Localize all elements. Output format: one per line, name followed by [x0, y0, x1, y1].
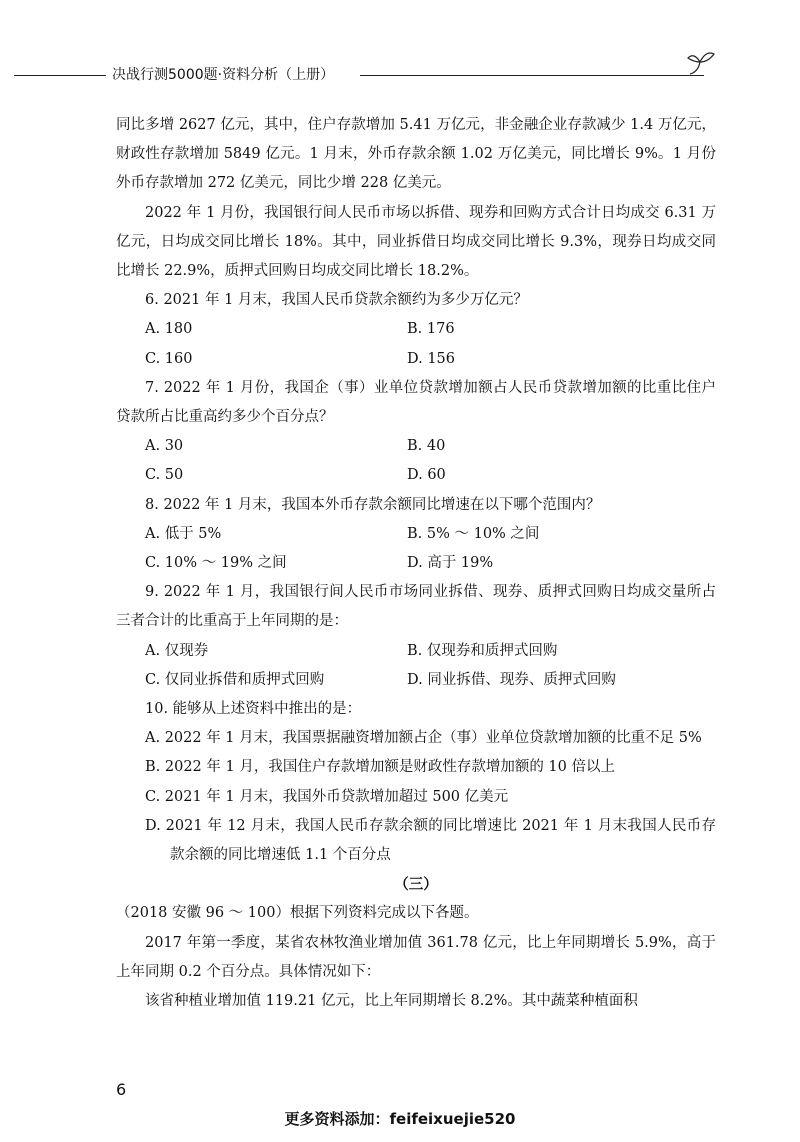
- option-a: A. 2022 年 1 月末，我国票据融资增加额占企（事）业单位贷款增加额的比重不足 5%: [145, 730, 702, 747]
- question-stem: 9. 2022 年 1 月，我国银行间人民币市场同业拆借、现券、质押式回购日均成交量所占三者合计的比重高于上年同期的是：: [116, 584, 716, 630]
- question-stem: 6. 2021 年 1 月末，我国人民币贷款余额约为多少万亿元？: [145, 292, 528, 309]
- question-stem: 10. 能够从上述资料中推出的是：: [145, 700, 362, 717]
- page-number: 6: [116, 1080, 127, 1099]
- option-b: B. 5% ～ 10% 之间: [407, 525, 540, 542]
- option-d: D. 高于 19%: [407, 554, 494, 571]
- option-c: C. 50: [145, 467, 184, 484]
- option-b: B. 176: [407, 321, 455, 338]
- option-row: [116, 637, 716, 666]
- option-b: B. 2022 年 1 月，我国住户存款增加额是财政性存款增加额的 10 倍以上: [145, 759, 615, 776]
- option-c: C. 2021 年 1 月末，我国外币贷款增加超过 500 亿美元: [145, 788, 509, 805]
- option-c: C. 160: [145, 350, 193, 367]
- body-paragraph: 该省种植业增加值 119.21 亿元，比上年同期增长 8.2%。其中蔬菜种植面积: [145, 992, 638, 1009]
- option-row: [116, 432, 716, 461]
- header-rule-right: [360, 75, 704, 76]
- section-source: （2018 安徽 96 ～ 100）根据下列资料完成以下各题。: [116, 905, 479, 922]
- header-rule-left: [14, 75, 106, 76]
- option-c: C. 10% ～ 19% 之间: [145, 554, 287, 571]
- option-a: A. 低于 5%: [145, 525, 222, 542]
- option-row: [116, 549, 716, 578]
- running-header: [14, 56, 734, 96]
- question-stem: 7. 2022 年 1 月份，我国企（事）业单位贷款增加额占人民币贷款增加额的比重比住户贷款所占比重高约多少个百分点？: [116, 379, 716, 425]
- option-row: [116, 666, 716, 695]
- option-a: A. 仅现券: [145, 642, 209, 659]
- option-row: [116, 345, 716, 374]
- section-heading: （三）: [394, 876, 438, 894]
- option-d: D. 同业拆借、现券、质押式回购: [407, 671, 616, 688]
- option-d: D. 2021 年 12 月末，我国人民币存款余额的同比增速比 2021 年 1 月末我国人民币存款余额的同比增速低 1.1 个百分点: [145, 817, 716, 863]
- body-paragraph: 同比多增 2627 亿元，其中，住户存款增加 5.41 万亿元，非金融企业存款减少 1.4 万亿元，财政性存款增加 5849 亿元。1 月末，外币存款余额 1.02 万亿美元，同比增长 9%。1 月份外币存款增加 272 亿美元，同比少增 228 亿美元。: [116, 117, 716, 192]
- option-row: [116, 461, 716, 490]
- option-b: B. 仅现券和质押式回购: [407, 642, 558, 659]
- question-stem: 8. 2022 年 1 月末，我国本外币存款余额同比增速在以下哪个范围内？: [145, 496, 601, 513]
- option-a: A. 30: [145, 438, 184, 455]
- option-b: B. 40: [407, 438, 446, 455]
- option-d: D. 60: [407, 467, 446, 484]
- header-title: 决战行测5000题·资料分析（上册）: [112, 67, 335, 83]
- option-a: A. 180: [145, 321, 193, 338]
- sprout-icon: [684, 48, 720, 80]
- body-paragraph: 2022 年 1 月份，我国银行间人民币市场以拆借、现券和回购方式合计日均成交 6.31 万亿元，日均成交同比增长 18%。其中，同业拆借日均成交同比增长 9.3%，现券日均成交同比增长 22.9%，质押式回购日均成交同比增长 18.2%。: [116, 204, 716, 280]
- option-d: D. 156: [407, 350, 456, 367]
- option-row: [116, 520, 716, 549]
- footer-note: 更多资料添加：feifeixuejie520: [284, 1110, 516, 1128]
- option-row: [116, 315, 716, 344]
- body-paragraph: 2017 年第一季度，某省农林牧渔业增加值 361.78 亿元，比上年同期增长 5.9%，高于上年同期 0.2 个百分点。具体情况如下：: [116, 934, 716, 980]
- option-c: C. 仅同业拆借和质押式回购: [145, 671, 325, 688]
- page-content: [116, 111, 716, 1016]
